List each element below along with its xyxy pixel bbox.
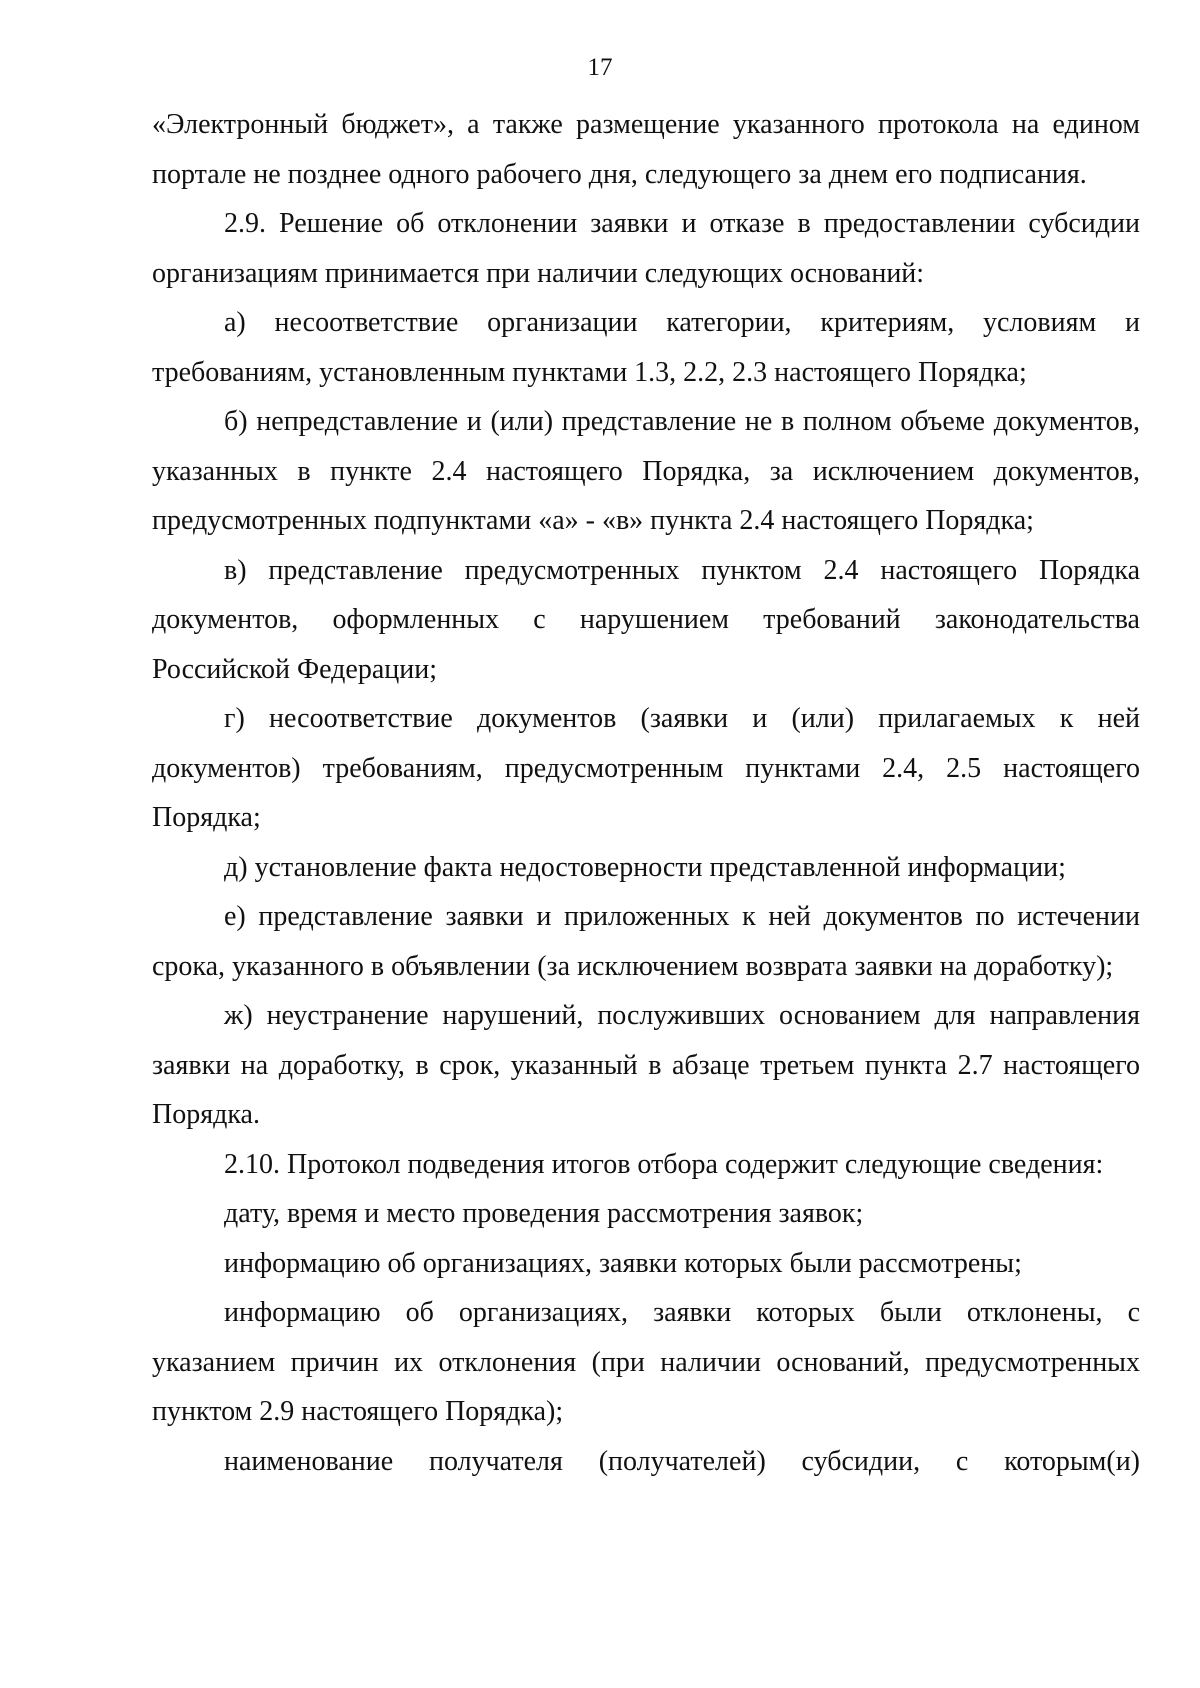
paragraph-protocol-reviewed: информацию об организациях, заявки которых были рассмотрены; xyxy=(224,1247,1022,1279)
document-body xyxy=(152,100,1140,1486)
paragraph-protocol-recipient: наименование получателя (получателей) субсидии, с которым(и) xyxy=(224,1445,1140,1477)
paragraph-item-d: д) установление факта недостоверности представленной информации; xyxy=(224,851,1066,883)
paragraph-protocol-rejected: информацию об организациях, заявки которых были отклонены, с указанием причин их отклонения (при наличии оснований, предусмотренных пунктом 2.9 настоящего Порядка); xyxy=(152,1297,1140,1427)
paragraph-item-a: а) несоответствие организации категории, критериям, условиям и требованиям, установленным пунктами 1.3, 2.2, 2.3 настоящего Порядка; xyxy=(152,307,1140,388)
paragraph-item-e: е) представление заявки и приложенных к ней документов по истечении срока, указанного в объявлении (за исключением возврата заявки на доработку); xyxy=(152,901,1140,982)
paragraph-continuation: «Электронный бюджет», а также размещение указанного протокола на едином портале не позднее одного рабочего дня, следующего за днем его подписания. xyxy=(152,109,1140,190)
paragraph-item-v: в) представление предусмотренных пунктом 2.4 настоящего Порядка документов, оформленных с нарушением требований законодательства Российской Федерации; xyxy=(152,554,1140,685)
paragraph-2-10: 2.10. Протокол подведения итогов отбора содержит следующие сведения: xyxy=(224,1148,1104,1180)
paragraph-protocol-date: дату, время и место проведения рассмотрения заявок; xyxy=(224,1198,864,1229)
paragraph-item-g: г) несоответствие документов (заявки и (или) прилагаемых к ней документов) требованиям, предусмотренным пунктами 2.4, 2.5 настоящего Порядка; xyxy=(152,703,1140,833)
paragraph-item-zh: ж) неустранение нарушений, послуживших основанием для направления заявки на доработку, в срок, указанный в абзаце третьем пункта 2.7 настоящего Порядка. xyxy=(152,1000,1140,1130)
paragraph-item-b: б) непредставление и (или) представление не в полном объеме документов, указанных в пункте 2.4 настоящего Порядка, за исключением документов, предусмотренных подпунктами «а» - «в» пункта 2.4 настоящего Порядка; xyxy=(152,406,1140,536)
paragraph-2-9: 2.9. Решение об отклонении заявки и отказе в предоставлении субсидии организациям принимается при наличии следующих оснований: xyxy=(152,208,1140,289)
page-number: 17 xyxy=(587,54,613,81)
